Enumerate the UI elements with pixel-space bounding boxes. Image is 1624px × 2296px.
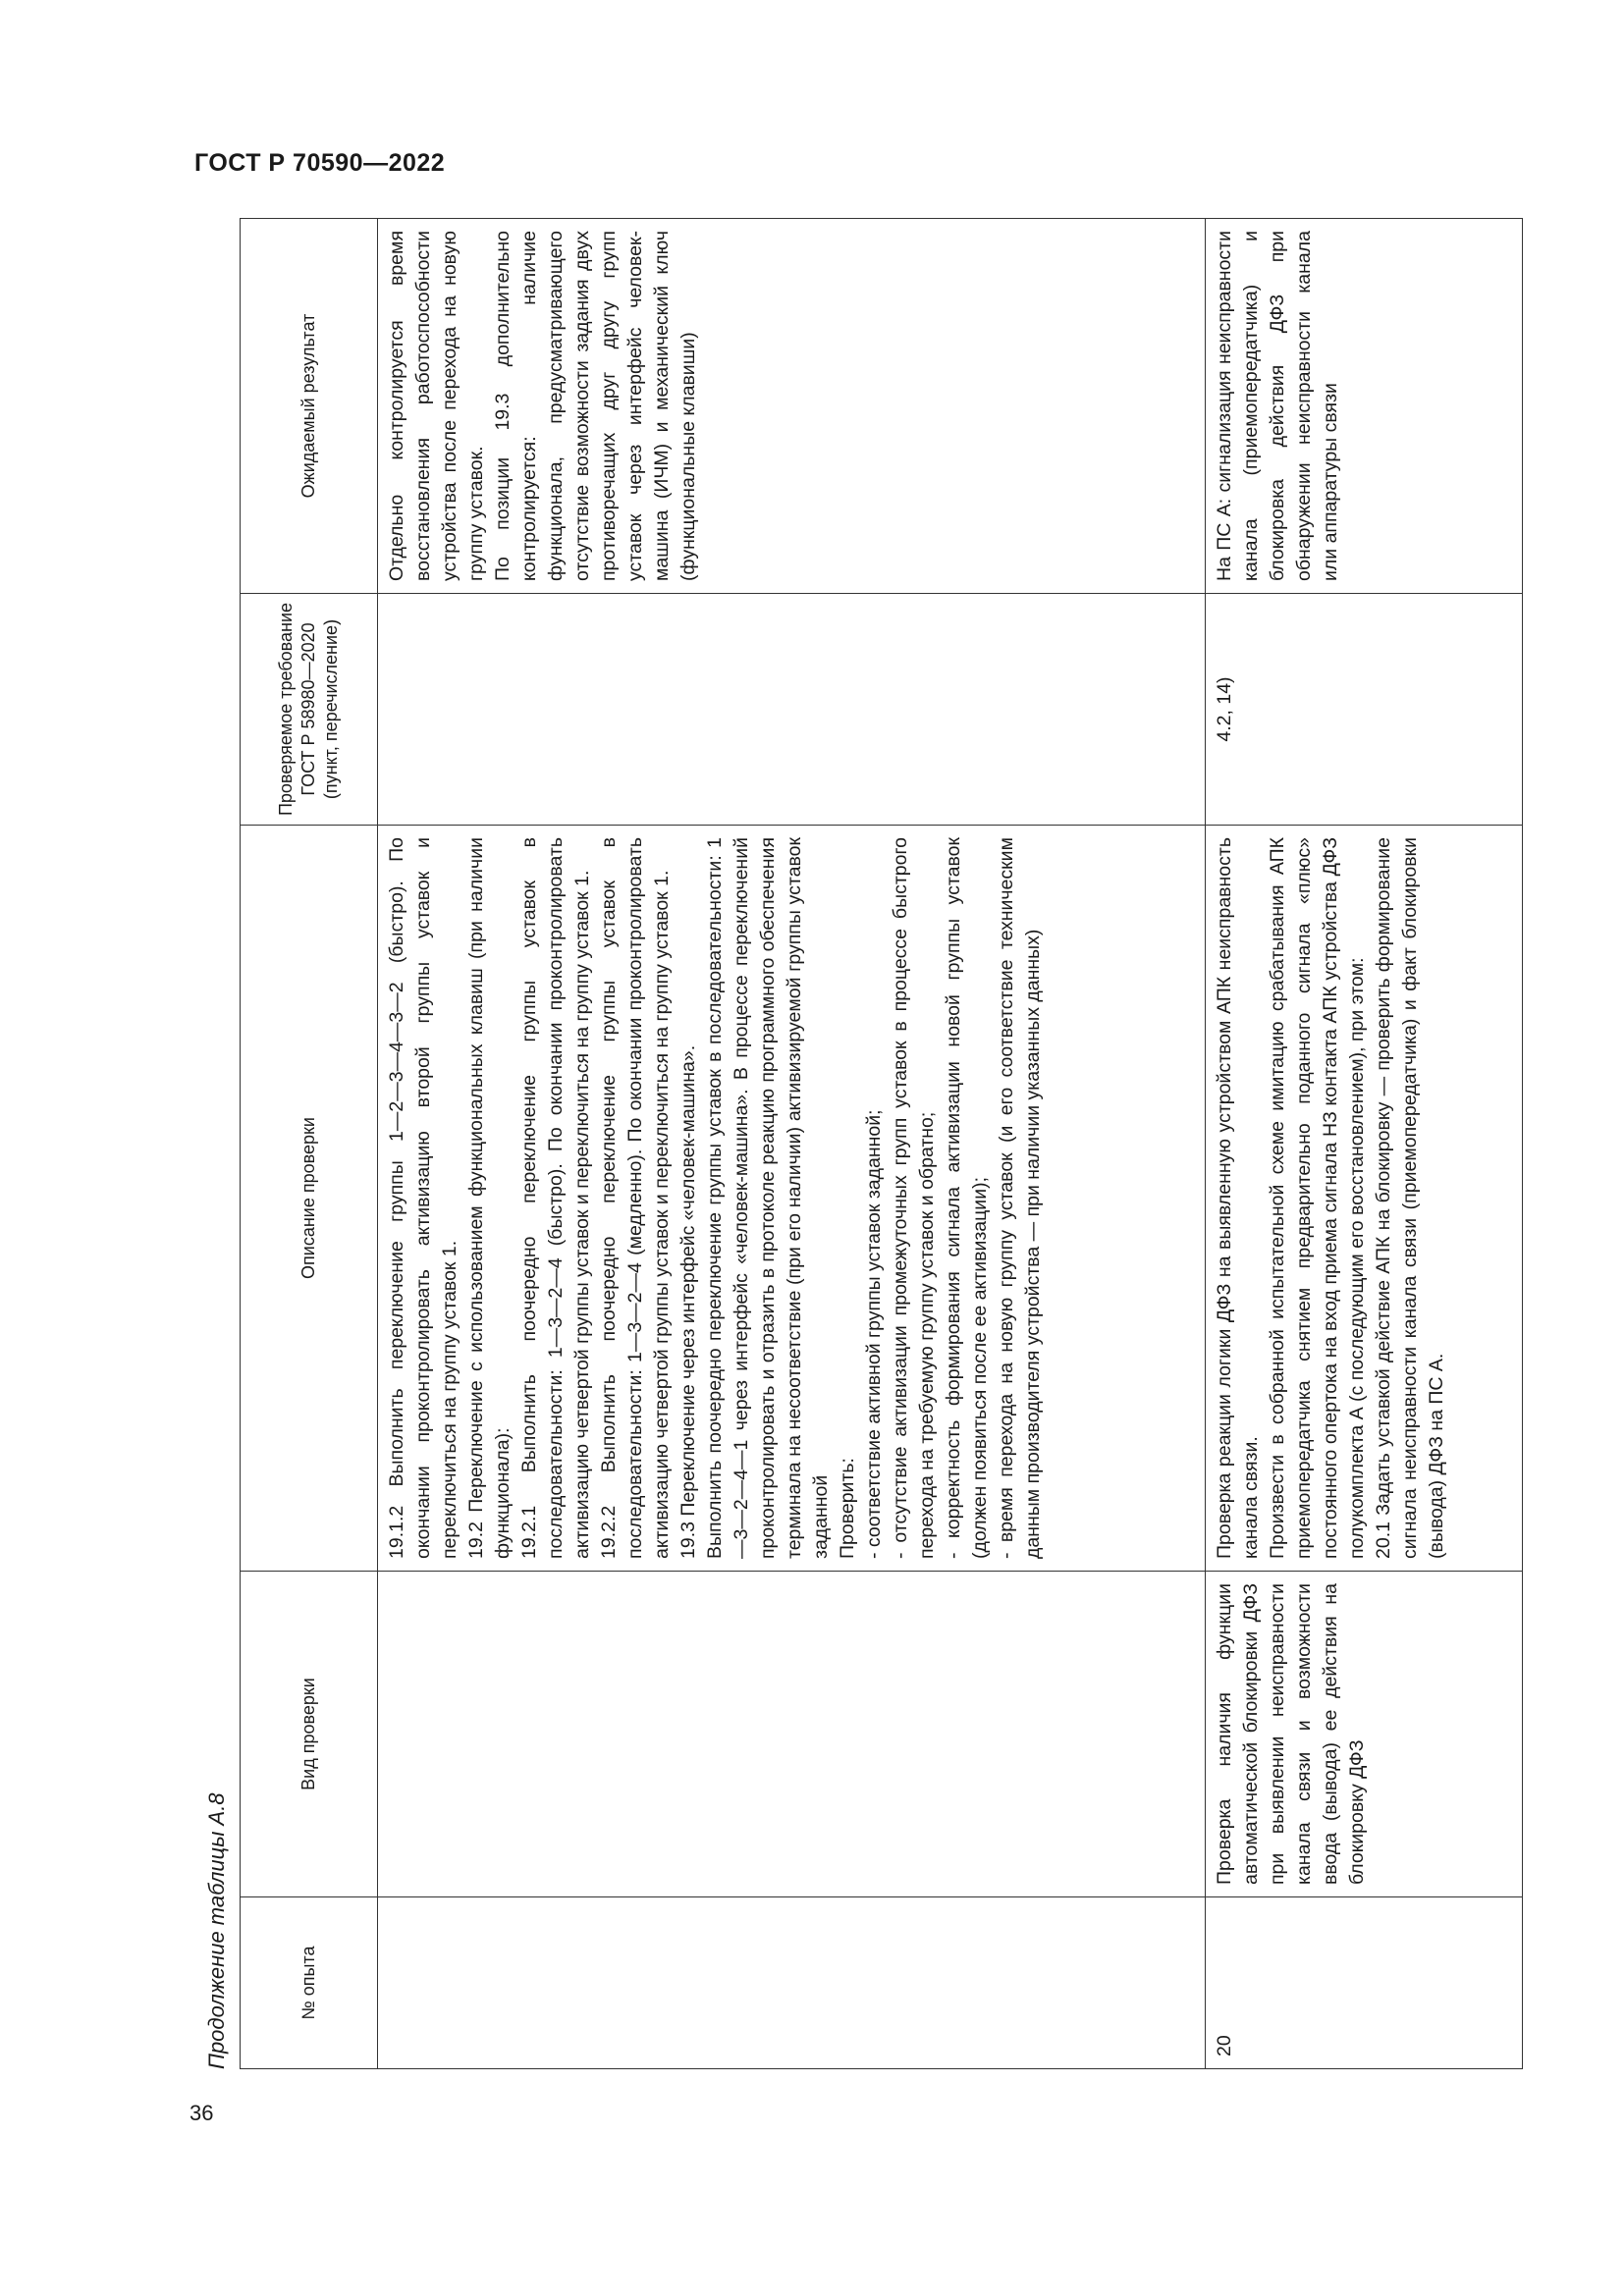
expected-line: По позиции 19.3 дополнительно контролируется: наличие функционала, предусматривающего отсутствие возможности задания двух противоречащих друг другу групп уставок через интерфейс человек-машина (ИЧМ) и механический ключ (функциональные клавиши): [492, 231, 699, 581]
header-expected-result: Ожидаемый результат: [241, 219, 378, 594]
row2-expected-result: [1206, 219, 1523, 594]
table-caption: Продолжение таблицы А.8: [204, 1792, 229, 2069]
table-row: [1206, 219, 1523, 2069]
row1-number: [378, 1897, 1206, 2069]
page-number: 36: [189, 2101, 214, 2125]
desc-line: 19.2.2 Выполнить поочередно переключение группы уставок в последовательности: 1—3—2—4 (медленно). По окончании проконтролировать активизацию четвертой группы уставок и переключиться на группу уставок 1.: [598, 837, 673, 1559]
header-test-number: № опыта: [241, 1897, 378, 2069]
desc-line: - отсутствие активизации промежуточных групп уставок в процессе быстрого перехода на требуемую группу уставок и обратно;: [890, 837, 938, 1559]
row1-check-type: [378, 1572, 1206, 1897]
expected-line: На ПС А: сигнализация неисправности канала (приемопередатчика) и блокировка действия ДФЗ при обнаружении неисправности канала или аппаратуры связи: [1214, 231, 1341, 581]
table-row: [378, 219, 1206, 2069]
rotated-table-area: [204, 219, 1530, 2069]
desc-line: - время перехода на новую группу уставок (и его соответствие техническим данным производителя устройства — при наличии указанных данных): [996, 837, 1044, 1559]
desc-line: 19.2.1 Выполнить поочередно переключение группы уставок в последовательности: 1—3—2—4 (быстро). По окончании проконтролировать активизацию четвертой группы уставок и переключиться на группу уставок 1.: [518, 837, 593, 1559]
row2-check-type: Проверка наличия функции автоматической блокировки ДФЗ при выявлении неисправности канала связи и возможности ввода (вывода) ее действия на блокировку ДФЗ: [1206, 1572, 1523, 1897]
desc-line: Выполнить поочередно переключение группы уставок в последовательности: 1—3—2—4—1 через интерфейс «человек-машина». В процессе переключений проконтролировать и отразить в протоколе реакцию программного обеспечения терминала на несоответствие (при его наличии) активизируемой группы уставок заданной: [704, 837, 832, 1559]
desc-line: 19.2 Переключение с использованием функциональных клавиш (при наличии функционала):: [465, 837, 514, 1559]
row2-requirement: 4.2, 14): [1206, 594, 1523, 826]
row2-description: [1206, 826, 1523, 1572]
desc-line: Произвести в собранной испытательной схеме имитацию срабатывания АПК приемопередатчика снятием предварительно поданного сигнала «плюс» постоянного опертока на вход приема сигнала НЗ контакта АПК устройства ДФЗ полукомплекта А (с последующим его восстановлением), при этом:: [1267, 837, 1368, 1559]
expected-line: Отдельно контролируется время восстановления работоспособности устройства после перехода на новую группу уставок.: [386, 231, 487, 581]
row1-requirement: [378, 594, 1206, 826]
desc-line: 20.1 Задать уставкой действие АПК на блокировку — проверить формирование сигнала неисправности канала связи (приемопередатчика) и факт блокировки (вывода) ДФЗ на ПС А.: [1373, 837, 1447, 1559]
desc-line: Проверить:: [837, 1458, 858, 1559]
test-table: [240, 218, 1523, 2069]
row1-description: [378, 826, 1206, 1572]
desc-line: 19.1.2 Выполнить переключение группы 1—2—3—4—3—2 (быстро). По окончании проконтролировать активизацию второй группы уставок и переключиться на группу уставок 1.: [386, 837, 460, 1559]
header-check-type: Вид проверки: [241, 1572, 378, 1897]
desc-line: Проверка реакции логики ДФЗ на выявленную устройством АПК неисправность канала связи.: [1214, 837, 1262, 1559]
desc-line: - соответствие активной группы уставок заданной;: [863, 1109, 885, 1559]
desc-line: - корректность формирования сигнала активизации новой группы уставок (должен появиться после ее активизации);: [943, 837, 991, 1559]
header-requirement: Проверяемое требование ГОСТ Р 58980—2020 (пункт, перечисление): [241, 594, 378, 826]
desc-line: 19.3 Переключение через интерфейс «человек-машина».: [677, 1044, 699, 1559]
document-code: ГОСТ Р 70590—2022: [194, 149, 446, 177]
row2-number: 20: [1206, 1897, 1523, 2069]
header-check-description: Описание проверки: [241, 826, 378, 1572]
table-header-row: [241, 219, 378, 2069]
row1-expected-result: [378, 219, 1206, 594]
